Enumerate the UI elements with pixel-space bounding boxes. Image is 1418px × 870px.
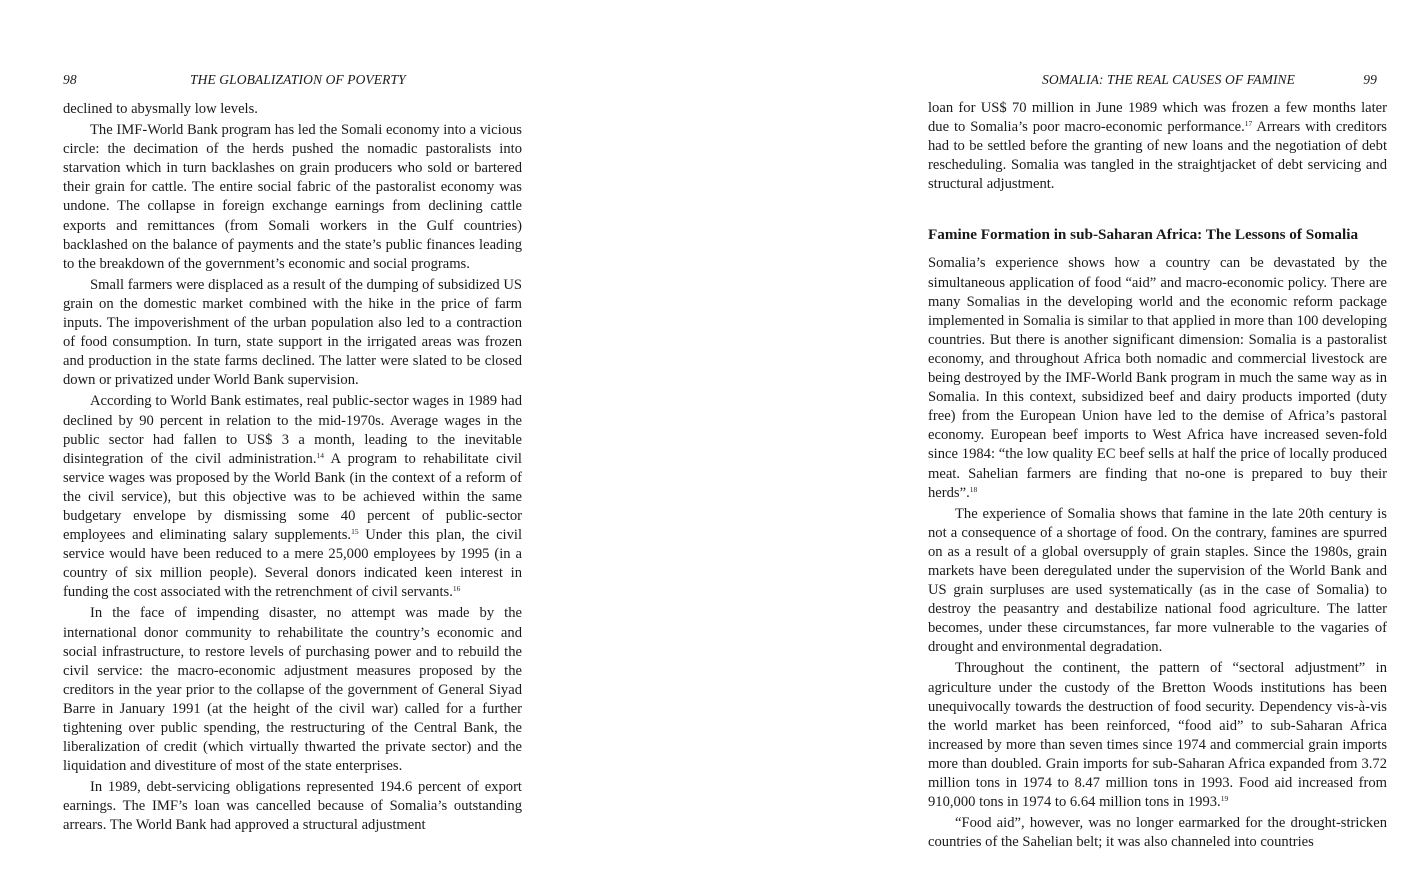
left-page (63, 0, 522, 870)
footnote-ref: 16 (452, 584, 461, 594)
left-page-body (63, 100, 522, 836)
paragraph-text: Throughout the continent, the pattern of “sectoral adjustment” in agriculture under the custody of the Bretton Woods institutions has been unequivocally towards the destruction of food security. Dependency vis-à-vis the world market has been reinforced, “food aid” to sub-Saharan Africa increased by more than seven times since 1974 and commercial grain imports more than doubled. Grain imports for sub-Saharan Africa expanded from 3.72 million tons in 1974 to 8.47 million tons in 1993. Food aid increased from 910,000 tons in 1974 to 6.64 million tons in 1993. (928, 660, 1387, 811)
right-page (928, 0, 1387, 870)
right-page-body (928, 99, 1387, 852)
paragraph (928, 659, 1387, 812)
paragraph: In 1989, debt-servicing obligations represented 194.6 percent of export earnings. The IMF’s loan was cancelled because of Somalia’s outstanding arrears. The World Bank had approved a structural adjustment (63, 779, 522, 834)
footnote-ref: 15 (351, 527, 359, 537)
paragraph: “Food aid”, however, was no longer earmarked for the drought-stricken countries of the Sahelian belt; it was also channeled into countries (928, 815, 1387, 851)
paragraph-text: Under this plan, the civil service would have been reduced to a mere 25,000 employees by 1995 (in a country of six million people). Several donors indicated keen interest in funding the cost associated with the retrenchment of civil servants. (63, 527, 523, 601)
paragraph: Small farmers were displaced as a result of the dumping of subsidized US grain on the domestic market combined with the hike in the price of farm inputs. The impoverishment of the urban population also led to a contraction of food consumption. In turn, state support in the irrigated areas was frozen and production in the state farms declined. The latter were slated to be closed down or privatized under World Bank supervision. (63, 276, 522, 389)
footnote-ref: 17 (1244, 119, 1253, 129)
paragraph: In the face of impending disaster, no attempt was made by the international donor community to rehabilitate the country’s economic and social infrastructure, to restore levels of purchasing power and to rebuild the civil service: the macro-economic adjustment measures proposed by the creditors in the year prior to the collapse of the government of General Siyad Barre in January 1991 (at the height of the civil war) called for a further tightening over public spending, the restructuring of the Central Bank, the liberalization of credit (which virtually thwarted the private sector) and the liquidation and divestiture of most of the state enterprises. (63, 605, 522, 775)
paragraph-text: According to World Bank estimates, real public-sector wages in 1989 had declined by 90 percent in relation to the mid-1970s. Average wages in the public sector had fallen to US$ 3 a month, leading to the inevitable disintegration of the civil administration. (63, 393, 522, 467)
page-number-right: 99 (1363, 72, 1377, 87)
footnote-ref: 18 (969, 484, 978, 494)
running-title-left: THE GLOBALIZATION OF POVERTY (190, 72, 406, 87)
paragraph (928, 254, 1387, 502)
section-heading: Famine Formation in sub-Saharan Africa: The Lessons of Somalia (928, 226, 1359, 244)
running-title-right: SOMALIA: THE REAL CAUSES OF FAMINE (1041, 72, 1295, 87)
footnote-ref: 14 (316, 450, 324, 460)
footnote-ref: 19 (1220, 794, 1229, 804)
paragraph: declined to abysmally low levels. (63, 101, 258, 117)
paragraph-text: Arrears with creditors had to be settled before the granting of new loans and the negotiation of debt rescheduling. Somalia was tangled in the straightjacket of debt servicing and structural adjustment. (928, 119, 1387, 193)
page-number-left: 98 (63, 72, 77, 87)
paragraph-text: loan for US$ 70 million in June 1989 which was frozen a few months later due to Somalia’s poor macro-economic performance. (928, 100, 1387, 136)
paragraph (928, 99, 1387, 194)
paragraph (63, 392, 522, 602)
running-head-left (63, 71, 522, 89)
running-head-right (928, 71, 1387, 89)
paragraph-text: Somalia’s experience shows how a country can be devastated by the simultaneous application of food “aid” and macro-economic policy. There are many Somalias in the developing world and the economic reform package implemented in Somalia is similar to that applied in more than 100 developing countries. But there is another significant dimension: Somalia is a pastoralist economy, and throughout Africa both nomadic and commercial livestock are being destroyed by the IMF-World Bank program in much the same way as in Somalia. In this context, subsidized beef and dairy products imported (duty free) from the European Union have led to the demise of Africa’s pastoral economy. European beef imports to West Africa have increased seven-fold since 1984: “the low quality EC beef sells at half the price of locally produced meat. Sahelian farmers are finding that no-one is prepared to buy their herds”. (928, 255, 1387, 501)
paragraph: The IMF-World Bank program has led the Somali economy into a vicious circle: the decimation of the herds pushed the nomadic pastoralists into starvation which in turn backlashes on grain producers who sold or bartered their grain for cattle. The entire social fabric of the pastoralist economy was undone. The collapse in foreign exchange earnings from declining cattle exports and remittances (from Somali workers in the Gulf countries) backlashed on the balance of payments and the state’s public finances leading to the breakdown of the government’s economic and social programs. (63, 122, 522, 272)
paragraph-text: A program to rehabilitate civil service wages was proposed by the World Bank (in the context of a reform of the civil service), but this objective was to be achieved within the same budgetary envelope by dismissing some 40 percent of public-sector employees and eliminating salary supplements. (63, 450, 522, 544)
paragraph: The experience of Somalia shows that famine in the late 20th century is not a consequence of a shortage of food. On the contrary, famines are spurred on as a result of a global oversupply of grain staples. Since the 1980s, grain markets have been deregulated under the supervision of the World Bank and US grain surpluses are used systematically (as in the case of Somalia) to destroy the peasantry and destabilize national food agriculture. The latter becomes, under these circumstances, far more vulnerable to the vagaries of drought and environmental degradation. (928, 505, 1387, 656)
